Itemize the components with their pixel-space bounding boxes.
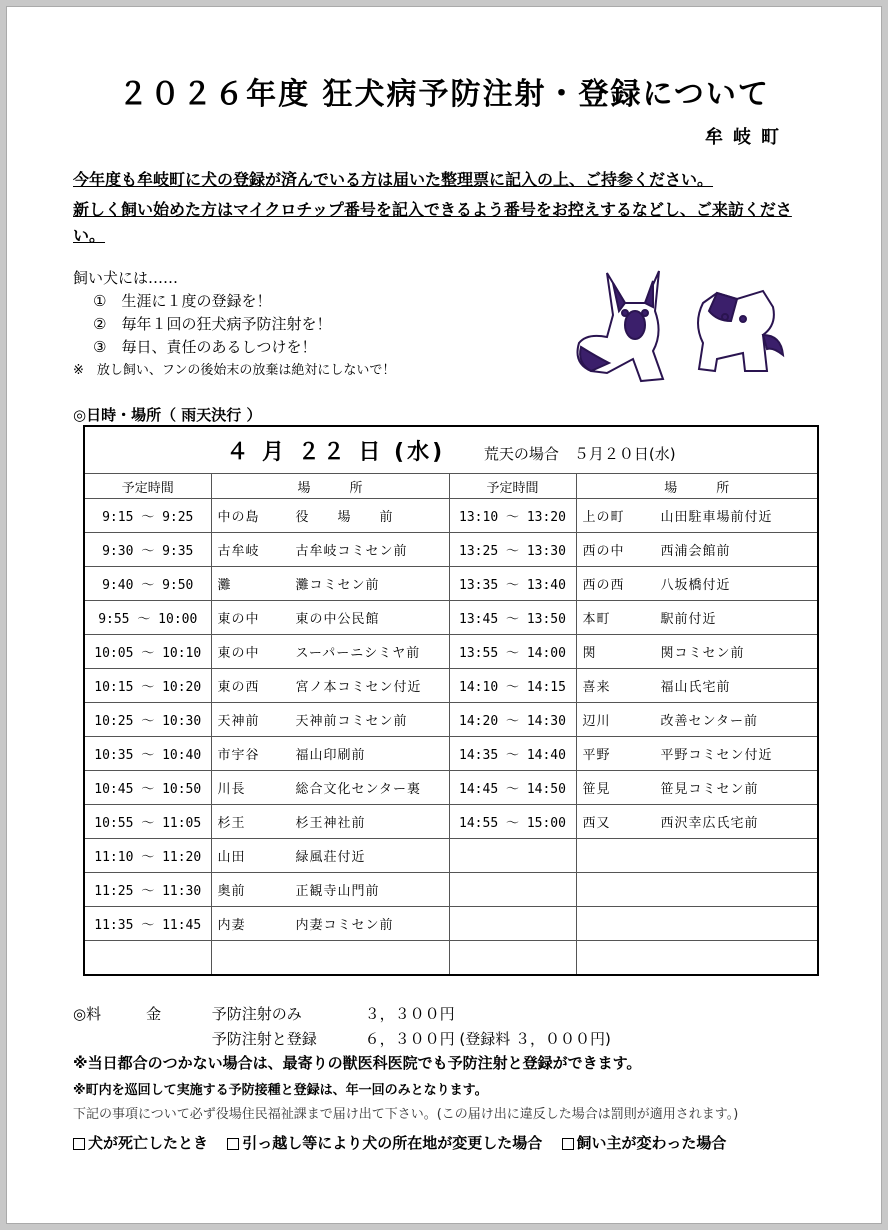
area-name: 辺川 (582, 714, 611, 729)
place-cell (211, 805, 449, 839)
location-name: 古牟岐コミセン前 (295, 544, 408, 559)
rule-registration: ① 生涯に１度の登録を！ (93, 292, 272, 310)
table-row (84, 533, 818, 567)
location-name: 役 場 前 (295, 510, 394, 525)
notice-new-owners: 新しく飼い始めた方はマイクロチップ番号を記入できるよう番号をお控えするなどし、ご来訪ください。 (73, 200, 792, 245)
header-time-pm: 予定時間 (449, 474, 576, 499)
schedule-date-row (84, 426, 818, 474)
fee-amount: ６，３００円 (364, 1030, 455, 1048)
location-name: 改善センター前 (660, 714, 758, 729)
time-cell: 14:10 ～ 14:15 (449, 669, 576, 703)
place-cell (211, 771, 449, 805)
note-report: 下記の事項について必ず役場住民福祉課まで届け出て下さい。(この届け出に違反した場合は罰則が適用されます。) (73, 1107, 739, 1122)
schedule-table (83, 425, 819, 976)
rain-date: 荒天の場合 ５月２０日(水) (483, 444, 676, 463)
place-cell (576, 533, 818, 567)
table-row (84, 567, 818, 601)
time-cell: 13:45 ～ 13:50 (449, 601, 576, 635)
table-row (84, 941, 818, 976)
time-cell: 10:15 ～ 10:20 (84, 669, 211, 703)
location-name: 平野コミセン付近 (660, 748, 773, 763)
place-cell (576, 737, 818, 771)
place-cell (576, 839, 818, 873)
checkbox-icon (227, 1138, 239, 1150)
area-name: 東の中 (217, 612, 260, 627)
place-cell (211, 669, 449, 703)
notice-registered: 今年度も牟岐町に犬の登録が済んでいる方は届いた整理票に記入の上、ご持参ください。 (73, 170, 714, 189)
rules-warning: ※ 放し飼い、フンの後始末の放棄は絶対にしないで！ (73, 363, 396, 378)
checkbox-icon (562, 1138, 574, 1150)
location-name: 山田駐車場前付近 (660, 510, 773, 525)
page-title: ２０２６年度 狂犬病予防注射・登録について (118, 77, 770, 112)
table-row (84, 839, 818, 873)
time-cell (84, 941, 211, 976)
location-name: 宮ノ本コミセン付近 (295, 680, 422, 695)
area-name: 中の島 (217, 510, 260, 525)
fee-kind: 予防注射と登録 (211, 1030, 317, 1048)
note-clinic: ※当日都合のつかない場合は、最寄りの獣医科医院でも予防注射と登録ができます。 (73, 1054, 642, 1072)
location-name: 駅前付近 (660, 612, 717, 627)
time-cell: 13:35 ～ 13:40 (449, 567, 576, 601)
fees-label: ◎料 金 (73, 1005, 162, 1023)
header-time-am: 予定時間 (84, 474, 211, 499)
time-cell (449, 941, 576, 976)
note-once-yearly: ※町内を巡回して実施する予防接種と登録は、年一回のみとなります。 (73, 1083, 488, 1098)
location-name: 緑風荘付近 (295, 850, 366, 865)
place-cell (211, 839, 449, 873)
time-cell: 10:55 ～ 11:05 (84, 805, 211, 839)
area-name: 西の西 (582, 578, 625, 593)
place-cell (211, 703, 449, 737)
check-item: 飼い主が変わった場合 (562, 1134, 727, 1152)
table-header-row (84, 474, 818, 499)
location-name: 関コミセン前 (660, 646, 745, 661)
time-cell: 9:55 ～ 10:00 (84, 601, 211, 635)
time-cell: 10:25 ～ 10:30 (84, 703, 211, 737)
area-name: 川長 (217, 782, 246, 797)
fee-row (73, 1027, 611, 1052)
time-cell: 11:35 ～ 11:45 (84, 907, 211, 941)
place-cell (576, 635, 818, 669)
area-name: 西又 (582, 816, 611, 831)
time-cell: 14:20 ～ 14:30 (449, 703, 576, 737)
location-name: 東の中公民館 (295, 612, 380, 627)
header-place-pm: 場 所 (576, 474, 818, 499)
place-cell (211, 907, 449, 941)
area-name: 奥前 (217, 884, 246, 899)
time-cell: 9:15 ～ 9:25 (84, 499, 211, 533)
area-name: 平野 (582, 748, 611, 763)
place-cell (576, 601, 818, 635)
time-cell: 13:55 ～ 14:00 (449, 635, 576, 669)
location-name: 杉王神社前 (295, 816, 366, 831)
place-cell (211, 601, 449, 635)
time-cell: 9:30 ～ 9:35 (84, 533, 211, 567)
area-name: 上の町 (582, 510, 625, 525)
location-name: 八坂橋付近 (660, 578, 731, 593)
table-row (84, 703, 818, 737)
rules-intro: 飼い犬には…… (73, 269, 179, 287)
fee-extra: (登録料 ３，０００円) (459, 1030, 611, 1048)
document-page (6, 6, 882, 1224)
area-name: 笹見 (582, 782, 611, 797)
time-cell: 11:25 ～ 11:30 (84, 873, 211, 907)
time-cell: 14:55 ～ 15:00 (449, 805, 576, 839)
time-cell (449, 839, 576, 873)
time-cell (449, 873, 576, 907)
place-cell (576, 941, 818, 976)
place-cell (211, 941, 449, 976)
location-name: 西沢幸広氏宅前 (660, 816, 759, 831)
location-name: スーパーニシミヤ前 (295, 646, 421, 661)
table-row (84, 805, 818, 839)
time-cell: 10:05 ～ 10:10 (84, 635, 211, 669)
table-row (84, 907, 818, 941)
checkbox-icon (73, 1138, 85, 1150)
place-cell (576, 805, 818, 839)
time-cell (449, 907, 576, 941)
area-name: 天神前 (217, 714, 260, 729)
report-checklist (73, 1132, 740, 1153)
rule-training: ③ 毎日、責任のあるしつけを！ (93, 338, 317, 356)
table-row (84, 873, 818, 907)
place-cell (576, 669, 818, 703)
place-cell (211, 635, 449, 669)
area-name: 杉王 (217, 816, 246, 831)
town-name: 牟岐町 (705, 127, 789, 148)
table-row (84, 771, 818, 805)
place-cell (211, 499, 449, 533)
location-name: 西浦会館前 (660, 544, 731, 559)
place-cell (576, 567, 818, 601)
location-name: 笹見コミセン前 (660, 782, 759, 797)
owner-rules (73, 267, 395, 382)
area-name: 灘 (217, 578, 232, 593)
location-name: 内妻コミセン前 (295, 918, 394, 933)
table-row (84, 499, 818, 533)
area-name: 山田 (217, 850, 246, 865)
area-name: 東の中 (217, 646, 260, 661)
location-name: 福山印刷前 (295, 748, 366, 763)
time-cell: 11:10 ～ 11:20 (84, 839, 211, 873)
table-row (84, 737, 818, 771)
location-name: 灘コミセン前 (295, 578, 380, 593)
fee-kind: 予防注射のみ (211, 1005, 302, 1023)
place-cell (576, 703, 818, 737)
time-cell: 13:25 ～ 13:30 (449, 533, 576, 567)
check-item: 引っ越し等により犬の所在地が変更した場合 (227, 1134, 542, 1152)
time-cell: 10:45 ～ 10:50 (84, 771, 211, 805)
fee-amount: ３，３００円 (364, 1005, 455, 1023)
location-name: 総合文化センター裏 (295, 782, 421, 797)
area-name: 関 (582, 646, 597, 661)
schedule-heading: ◎日時・場所（ 雨天決行 ） (73, 406, 262, 424)
place-cell (211, 567, 449, 601)
area-name: 内妻 (217, 918, 246, 933)
fees-section (73, 1002, 611, 1052)
time-cell: 10:35 ～ 10:40 (84, 737, 211, 771)
area-name: 市宇谷 (217, 748, 260, 763)
event-date: ４ 月 ２２ 日 (水) (226, 439, 446, 465)
location-name: 天神前コミセン前 (295, 714, 408, 729)
area-name: 本町 (582, 612, 611, 627)
time-cell: 14:35 ～ 14:40 (449, 737, 576, 771)
area-name: 古牟岐 (217, 544, 260, 559)
time-cell: 14:45 ～ 14:50 (449, 771, 576, 805)
area-name: 西の中 (582, 544, 625, 559)
table-row (84, 669, 818, 703)
time-cell: 13:10 ～ 13:20 (449, 499, 576, 533)
rule-vaccination: ② 毎年１回の狂犬病予防注射を！ (93, 315, 332, 333)
location-name: 福山氏宅前 (660, 680, 731, 695)
place-cell (576, 907, 818, 941)
area-name: 喜来 (582, 680, 611, 695)
place-cell (576, 771, 818, 805)
time-cell: 9:40 ～ 9:50 (84, 567, 211, 601)
place-cell (211, 533, 449, 567)
table-row (84, 601, 818, 635)
dog-illustration (567, 263, 797, 393)
location-name: 正観寺山門前 (295, 884, 380, 899)
place-cell (211, 737, 449, 771)
header-place-am: 場 所 (211, 474, 449, 499)
schedule-rows (84, 499, 818, 976)
place-cell (211, 873, 449, 907)
check-item: 犬が死亡したとき (73, 1134, 208, 1152)
table-row (84, 635, 818, 669)
place-cell (576, 499, 818, 533)
fee-row (73, 1002, 611, 1027)
area-name: 東の西 (217, 680, 260, 695)
place-cell (576, 873, 818, 907)
